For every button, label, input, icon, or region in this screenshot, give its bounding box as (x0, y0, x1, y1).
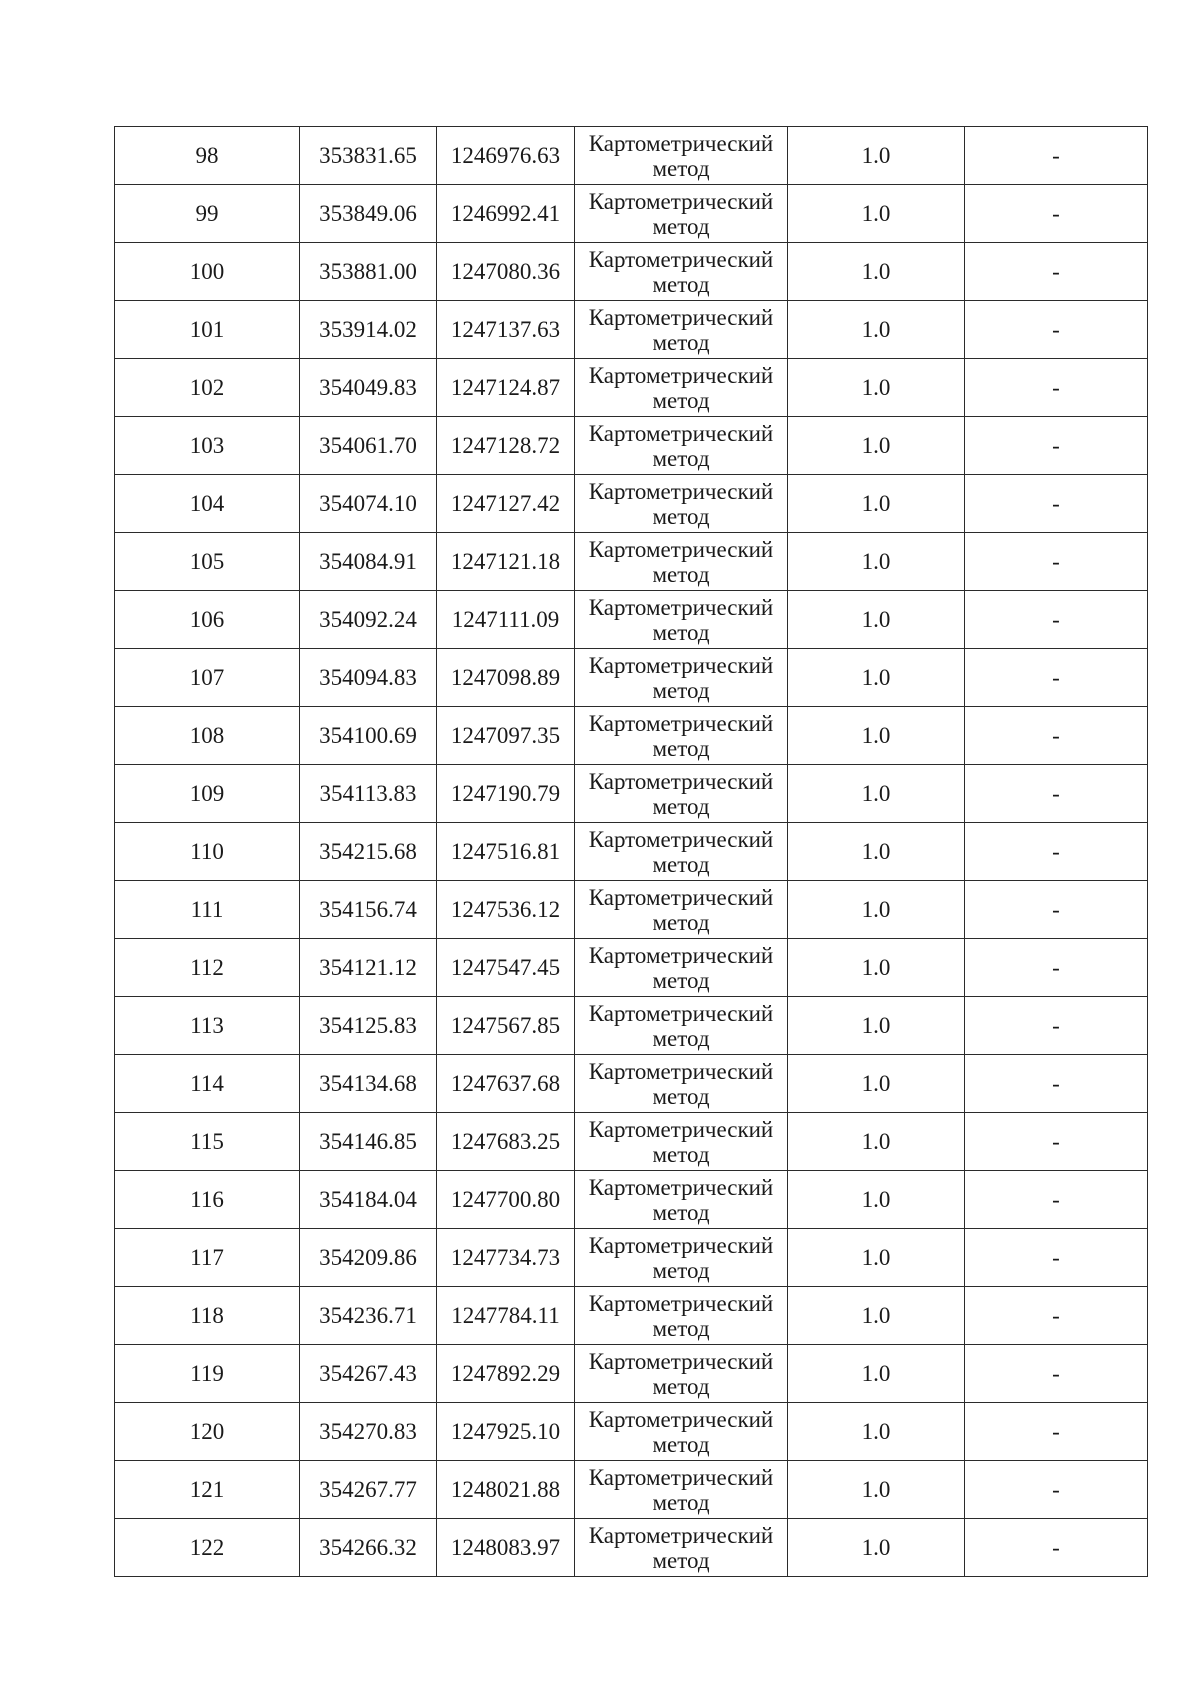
point-number-cell: 120 (115, 1403, 300, 1461)
point-number-cell: 118 (115, 1287, 300, 1345)
point-number-cell: 99 (115, 185, 300, 243)
method-line-2: метод (652, 677, 710, 703)
x-coordinate-cell: 354266.32 (300, 1519, 437, 1577)
method-line-1: Картометрический (588, 130, 774, 156)
method-cell (575, 1113, 788, 1171)
table-row (115, 765, 1148, 823)
method-line-1: Картометрический (588, 188, 774, 214)
accuracy-cell: 1.0 (788, 1171, 965, 1229)
point-number-cell: 107 (115, 649, 300, 707)
note-cell: - (965, 591, 1148, 649)
note-cell: - (965, 881, 1148, 939)
method-line-2: метод (652, 1199, 710, 1225)
accuracy-cell: 1.0 (788, 1345, 965, 1403)
point-number-cell: 102 (115, 359, 300, 417)
method-line-1: Картометрический (588, 768, 774, 794)
method-line-2: метод (652, 967, 710, 993)
point-number-cell: 103 (115, 417, 300, 475)
note-cell: - (965, 243, 1148, 301)
method-line-1: Картометрический (588, 942, 774, 968)
note-cell: - (965, 301, 1148, 359)
point-number-cell: 121 (115, 1461, 300, 1519)
accuracy-cell: 1.0 (788, 591, 965, 649)
method-line-1: Картометрический (588, 652, 774, 678)
method-line-2: метод (652, 735, 710, 761)
x-coordinate-cell: 354156.74 (300, 881, 437, 939)
y-coordinate-cell: 1247516.81 (437, 823, 575, 881)
note-cell: - (965, 1345, 1148, 1403)
x-coordinate-cell: 354134.68 (300, 1055, 437, 1113)
accuracy-cell: 1.0 (788, 243, 965, 301)
x-coordinate-cell: 354267.43 (300, 1345, 437, 1403)
x-coordinate-cell: 354270.83 (300, 1403, 437, 1461)
method-line-2: метод (652, 155, 710, 181)
x-coordinate-cell: 353881.00 (300, 243, 437, 301)
x-coordinate-cell: 354209.86 (300, 1229, 437, 1287)
method-line-1: Картометрический (588, 1348, 774, 1374)
point-number-cell: 113 (115, 997, 300, 1055)
method-line-1: Картометрический (588, 884, 774, 910)
y-coordinate-cell: 1247734.73 (437, 1229, 575, 1287)
method-line-2: метод (652, 503, 710, 529)
y-coordinate-cell: 1247925.10 (437, 1403, 575, 1461)
accuracy-cell: 1.0 (788, 765, 965, 823)
point-number-cell: 116 (115, 1171, 300, 1229)
method-line-2: метод (652, 793, 710, 819)
method-cell (575, 939, 788, 997)
method-line-1: Картометрический (588, 536, 774, 562)
table-row (115, 1287, 1148, 1345)
method-line-1: Картометрический (588, 1464, 774, 1490)
method-cell (575, 243, 788, 301)
accuracy-cell: 1.0 (788, 1229, 965, 1287)
table-row (115, 185, 1148, 243)
method-line-2: метод (652, 1257, 710, 1283)
table-row (115, 1461, 1148, 1519)
note-cell: - (965, 475, 1148, 533)
method-cell (575, 881, 788, 939)
accuracy-cell: 1.0 (788, 1113, 965, 1171)
y-coordinate-cell: 1247121.18 (437, 533, 575, 591)
table-row (115, 997, 1148, 1055)
table-row (115, 649, 1148, 707)
x-coordinate-cell: 354092.24 (300, 591, 437, 649)
method-line-1: Картометрический (588, 1290, 774, 1316)
method-line-1: Картометрический (588, 1000, 774, 1026)
point-number-cell: 111 (115, 881, 300, 939)
x-coordinate-cell: 354184.04 (300, 1171, 437, 1229)
method-line-2: метод (652, 1315, 710, 1341)
point-number-cell: 109 (115, 765, 300, 823)
y-coordinate-cell: 1247190.79 (437, 765, 575, 823)
y-coordinate-cell: 1246992.41 (437, 185, 575, 243)
point-number-cell: 105 (115, 533, 300, 591)
point-number-cell: 108 (115, 707, 300, 765)
method-line-1: Картометрический (588, 420, 774, 446)
point-number-cell: 119 (115, 1345, 300, 1403)
y-coordinate-cell: 1247536.12 (437, 881, 575, 939)
note-cell: - (965, 1287, 1148, 1345)
table-row (115, 823, 1148, 881)
method-cell (575, 765, 788, 823)
accuracy-cell: 1.0 (788, 939, 965, 997)
accuracy-cell: 1.0 (788, 823, 965, 881)
point-number-cell: 110 (115, 823, 300, 881)
x-coordinate-cell: 354146.85 (300, 1113, 437, 1171)
method-cell (575, 1345, 788, 1403)
method-cell (575, 185, 788, 243)
method-cell (575, 1171, 788, 1229)
accuracy-cell: 1.0 (788, 1287, 965, 1345)
method-cell (575, 997, 788, 1055)
y-coordinate-cell: 1247683.25 (437, 1113, 575, 1171)
method-line-1: Картометрический (588, 1058, 774, 1084)
method-cell (575, 301, 788, 359)
y-coordinate-cell: 1247137.63 (437, 301, 575, 359)
method-line-2: метод (652, 851, 710, 877)
accuracy-cell: 1.0 (788, 127, 965, 185)
y-coordinate-cell: 1247097.35 (437, 707, 575, 765)
coordinates-table-body (115, 127, 1148, 1577)
method-line-1: Картометрический (588, 246, 774, 272)
method-line-2: метод (652, 1547, 710, 1573)
method-line-2: метод (652, 1083, 710, 1109)
table-row (115, 127, 1148, 185)
method-cell (575, 1519, 788, 1577)
table-row (115, 533, 1148, 591)
table-row (115, 939, 1148, 997)
accuracy-cell: 1.0 (788, 1055, 965, 1113)
method-line-1: Картометрический (588, 710, 774, 736)
method-line-2: метод (652, 213, 710, 239)
coordinates-table (114, 126, 1148, 1577)
method-cell (575, 1403, 788, 1461)
method-cell (575, 1461, 788, 1519)
table-row (115, 1229, 1148, 1287)
note-cell: - (965, 649, 1148, 707)
point-number-cell: 104 (115, 475, 300, 533)
table-row (115, 1519, 1148, 1577)
table-row (115, 1113, 1148, 1171)
note-cell: - (965, 823, 1148, 881)
point-number-cell: 117 (115, 1229, 300, 1287)
table-row (115, 1055, 1148, 1113)
method-line-1: Картометрический (588, 478, 774, 504)
point-number-cell: 114 (115, 1055, 300, 1113)
note-cell: - (965, 707, 1148, 765)
y-coordinate-cell: 1247098.89 (437, 649, 575, 707)
method-line-2: метод (652, 909, 710, 935)
x-coordinate-cell: 354094.83 (300, 649, 437, 707)
x-coordinate-cell: 354061.70 (300, 417, 437, 475)
note-cell: - (965, 997, 1148, 1055)
point-number-cell: 122 (115, 1519, 300, 1577)
method-cell (575, 1287, 788, 1345)
accuracy-cell: 1.0 (788, 881, 965, 939)
accuracy-cell: 1.0 (788, 1519, 965, 1577)
method-line-1: Картометрический (588, 594, 774, 620)
method-line-2: метод (652, 329, 710, 355)
method-line-1: Картометрический (588, 1232, 774, 1258)
x-coordinate-cell: 354113.83 (300, 765, 437, 823)
accuracy-cell: 1.0 (788, 417, 965, 475)
method-line-2: метод (652, 1025, 710, 1051)
table-row (115, 591, 1148, 649)
note-cell: - (965, 533, 1148, 591)
x-coordinate-cell: 354121.12 (300, 939, 437, 997)
note-cell: - (965, 765, 1148, 823)
method-cell (575, 649, 788, 707)
method-cell (575, 1055, 788, 1113)
point-number-cell: 112 (115, 939, 300, 997)
note-cell: - (965, 939, 1148, 997)
method-line-2: метод (652, 561, 710, 587)
accuracy-cell: 1.0 (788, 707, 965, 765)
x-coordinate-cell: 353849.06 (300, 185, 437, 243)
note-cell: - (965, 1113, 1148, 1171)
method-line-1: Картометрический (588, 1116, 774, 1142)
table-row (115, 359, 1148, 417)
accuracy-cell: 1.0 (788, 301, 965, 359)
method-cell (575, 707, 788, 765)
y-coordinate-cell: 1247127.42 (437, 475, 575, 533)
table-row (115, 301, 1148, 359)
table-row (115, 475, 1148, 533)
y-coordinate-cell: 1248021.88 (437, 1461, 575, 1519)
y-coordinate-cell: 1247080.36 (437, 243, 575, 301)
accuracy-cell: 1.0 (788, 533, 965, 591)
note-cell: - (965, 1171, 1148, 1229)
method-cell (575, 475, 788, 533)
accuracy-cell: 1.0 (788, 1461, 965, 1519)
y-coordinate-cell: 1248083.97 (437, 1519, 575, 1577)
y-coordinate-cell: 1247111.09 (437, 591, 575, 649)
point-number-cell: 106 (115, 591, 300, 649)
accuracy-cell: 1.0 (788, 649, 965, 707)
table-row (115, 243, 1148, 301)
x-coordinate-cell: 354236.71 (300, 1287, 437, 1345)
note-cell: - (965, 127, 1148, 185)
method-line-1: Картометрический (588, 1406, 774, 1432)
point-number-cell: 100 (115, 243, 300, 301)
method-cell (575, 417, 788, 475)
accuracy-cell: 1.0 (788, 475, 965, 533)
method-line-1: Картометрический (588, 1174, 774, 1200)
note-cell: - (965, 1229, 1148, 1287)
note-cell: - (965, 1403, 1148, 1461)
method-line-2: метод (652, 619, 710, 645)
method-line-2: метод (652, 1431, 710, 1457)
method-line-2: метод (652, 1141, 710, 1167)
method-line-2: метод (652, 445, 710, 471)
table-row (115, 1345, 1148, 1403)
y-coordinate-cell: 1247637.68 (437, 1055, 575, 1113)
note-cell: - (965, 1519, 1148, 1577)
note-cell: - (965, 185, 1148, 243)
y-coordinate-cell: 1247892.29 (437, 1345, 575, 1403)
method-cell (575, 127, 788, 185)
accuracy-cell: 1.0 (788, 997, 965, 1055)
x-coordinate-cell: 353831.65 (300, 127, 437, 185)
x-coordinate-cell: 354049.83 (300, 359, 437, 417)
y-coordinate-cell: 1247700.80 (437, 1171, 575, 1229)
method-cell (575, 359, 788, 417)
method-line-1: Картометрический (588, 304, 774, 330)
point-number-cell: 115 (115, 1113, 300, 1171)
method-line-2: метод (652, 1373, 710, 1399)
method-line-2: метод (652, 387, 710, 413)
table-row (115, 1403, 1148, 1461)
method-cell (575, 1229, 788, 1287)
note-cell: - (965, 359, 1148, 417)
x-coordinate-cell: 354215.68 (300, 823, 437, 881)
note-cell: - (965, 1055, 1148, 1113)
y-coordinate-cell: 1246976.63 (437, 127, 575, 185)
accuracy-cell: 1.0 (788, 359, 965, 417)
method-cell (575, 591, 788, 649)
y-coordinate-cell: 1247128.72 (437, 417, 575, 475)
table-row (115, 707, 1148, 765)
note-cell: - (965, 1461, 1148, 1519)
note-cell: - (965, 417, 1148, 475)
method-cell (575, 823, 788, 881)
accuracy-cell: 1.0 (788, 1403, 965, 1461)
x-coordinate-cell: 354267.77 (300, 1461, 437, 1519)
method-line-2: метод (652, 1489, 710, 1515)
y-coordinate-cell: 1247784.11 (437, 1287, 575, 1345)
table-row (115, 881, 1148, 939)
y-coordinate-cell: 1247567.85 (437, 997, 575, 1055)
method-cell (575, 533, 788, 591)
x-coordinate-cell: 353914.02 (300, 301, 437, 359)
method-line-1: Картометрический (588, 826, 774, 852)
method-line-1: Картометрический (588, 362, 774, 388)
x-coordinate-cell: 354074.10 (300, 475, 437, 533)
x-coordinate-cell: 354084.91 (300, 533, 437, 591)
x-coordinate-cell: 354100.69 (300, 707, 437, 765)
x-coordinate-cell: 354125.83 (300, 997, 437, 1055)
method-line-1: Картометрический (588, 1522, 774, 1548)
point-number-cell: 98 (115, 127, 300, 185)
table-row (115, 1171, 1148, 1229)
y-coordinate-cell: 1247124.87 (437, 359, 575, 417)
point-number-cell: 101 (115, 301, 300, 359)
y-coordinate-cell: 1247547.45 (437, 939, 575, 997)
accuracy-cell: 1.0 (788, 185, 965, 243)
method-line-2: метод (652, 271, 710, 297)
table-row (115, 417, 1148, 475)
